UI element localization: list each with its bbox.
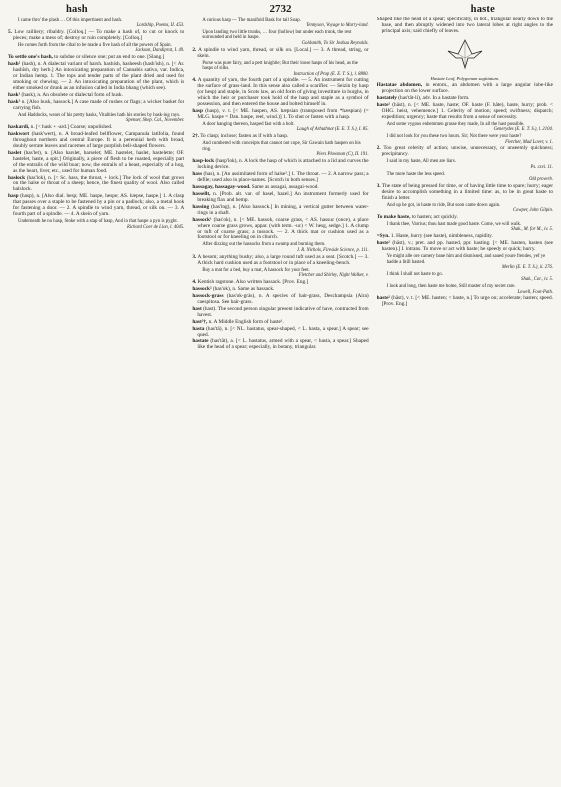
quotation-text: A curious hasp — The manifold Bask for tail Soap.: [202, 17, 301, 23]
entry-headword: To make haste,: [376, 213, 411, 220]
quotation: [202, 122, 368, 133]
quotation: [387, 122, 553, 133]
entry-headword: 3.: [192, 253, 197, 260]
entry-headword: 3.: [376, 182, 381, 189]
page-number: 2732: [269, 3, 292, 15]
quotation-text: I thank thee, Varrius; thou hast made good haste. Come, we will walk.: [386, 221, 522, 227]
quotation-citation: Piers Plowman (C), II. 191.: [316, 152, 369, 158]
entry-definition: Too great celerity of action; unwise, unnecessary, or unseemly quickness; precipitancy.: [381, 145, 553, 158]
entry-definition: 1. Haste, hurry (see haste), nimbleness, rapidity.: [390, 233, 493, 240]
quotation-citation: Jackson, Dandiprat, I. 49.: [135, 48, 185, 54]
dictionary-entry: [192, 307, 368, 319]
entry-definition: n. [< hask + -ard.] Coarse; unpolished.: [30, 123, 113, 130]
quotation-text: I look and long, then haste me home, Still master of my secret rare.: [386, 284, 516, 290]
hastate-leaf-illustration: [377, 37, 553, 74]
entry-definition: n. [Prob. alt. var. of hasel, hazel.] An instrument formerly used for breaking flax and hemp.: [197, 190, 369, 203]
quotation-text: Purse was pure fairy, and a pert knightie; But their loose hasps of his head, as the hasps of silks.: [202, 60, 358, 71]
quotation: [202, 61, 368, 77]
quotation: [202, 141, 368, 157]
entry-headword: hastate: [192, 338, 209, 345]
entry-definition: to subdue or silence one; put an end to one. [Slang.]: [54, 54, 165, 60]
entry-headword: hast²†,: [192, 318, 208, 325]
quotation-text: A door hanging thereon, hasped fast with a bolt.: [202, 121, 295, 127]
quotation-text: I did not look for you these two hours. Sir; Not there were your haste?: [386, 134, 522, 140]
quotation: [387, 254, 553, 270]
entry-definition: (has'lok), n. [< Sc. hass, the throat, + lock.] The lock of wool that grows on the halse or throat of a sheep; hence, the finest quality of wool. Also called halslock.: [13, 174, 185, 193]
quotation-text: Buy a mat for a bed, buy a mat, A hassock for your feet.: [202, 267, 310, 273]
quotation: [202, 268, 368, 279]
entry-headword: hassagay, hassagay-wood.: [192, 183, 251, 190]
entry-definition: (hash), n. A dialectal variant of harsh. hashish, hasheesh (hash'ish), n. [< Ar. hashîsh, dry herb.] An intoxicating preparation of Cannabis sativa, var. Indica, or Indian hemp. 1. The tops and tender parts of the plant dried and used for smoking or chewing. — 2. An intoxicating preparation of the plant, which is either smoked or drunk as an infusion called in India bhang (which see).: [13, 60, 185, 91]
entry-headword: 2†.: [192, 133, 199, 140]
figure-caption: Hastate Leaf, Polygonum sagittatum.: [430, 75, 500, 81]
entry-headword: =Syn.: [376, 233, 390, 240]
entry-definition: (hasp'lok), n. A lock the hasp of which is attached to a lid and curves the locking device.: [197, 158, 369, 170]
quotation-citation: J. R. Nichols, Fireside Science, p. 111.: [296, 247, 369, 253]
quotation: [202, 30, 368, 46]
quotation: [387, 172, 553, 183]
entry-definition: (has'tāt), a. [< L. hastatus, armed with a spear, < hasta, a spear.] Shaped like the head of a spear; especially, in botany, triangular.: [197, 338, 369, 351]
quotation: [202, 18, 368, 29]
entry-headword: haslock: [8, 174, 26, 181]
dictionary-entry: [377, 215, 553, 221]
entry-headword: hash²: [8, 60, 21, 67]
dictionary-entry: [377, 17, 553, 35]
dictionary-entry: [192, 172, 368, 184]
quotation-text: Upon landing two little trunks, … four (hollow) but under each trunk, the rest surrounded and held in haspe.: [202, 29, 352, 41]
column-right: [377, 17, 553, 783]
entry-headword: hask²: [8, 98, 21, 105]
entry-definition: (has'tāt-li), adv. In a hastate form.: [398, 94, 470, 101]
entry-definition: (has'tä), n. [< NL. hastatus, spear-shaped, < L. hasta, a spear.] A spear; see qued.: [197, 325, 369, 338]
quotation-text: I said in my haste, All men are liars.: [386, 159, 456, 165]
quotation-text: And cumbered with conceipts that cannot not cope, Sir Gawain hath haspen on his ring.: [202, 141, 361, 152]
dictionary-entry: [8, 151, 184, 175]
entry-headword: hasp: [8, 193, 19, 200]
dictionary-entry: [8, 194, 184, 218]
quotation: [18, 18, 184, 29]
entry-definition: (has'ok-gràs), n. A species of hair-grass, Deschampsia (Aira) caespitosa. See hair-grass.: [197, 292, 369, 305]
entry-headword: haste¹: [376, 240, 391, 247]
quotation-text: And up he got, in haste to ride, But soon came down again.: [386, 202, 501, 208]
dictionary-entry: [192, 78, 368, 108]
dictionary-entry: [8, 30, 184, 42]
entry-headword: haste²: [376, 295, 391, 302]
quotation-citation: Laugh of Arbuthnot (E. E. T. S.), I. 85.: [296, 127, 369, 133]
entry-definition: (has'ok), n. [< ME. hassok, coarse grass, < AS. hassuc (once), a place where coarse grass grows, appar. (with term. -uc) < W. hesg, sedge.] 1. A clump or tuft of coarse grass; a tussock. — 2. A thick mat or cushion used as a footstool or for kneeling on in church.: [197, 216, 369, 241]
dictionary-entry: [377, 146, 553, 158]
entry-definition: (hasp), v. t. [< ME. haspen, AS. hæpsian (transposed from *hæspian) (= MLG. haspe = Dan. haspe, reel, wind.)] 1. To shut or fasten with a hasp.: [197, 108, 369, 121]
entry-headword: haslet: [8, 149, 22, 156]
entry-definition: The state of being pressed for time, or of having little time to spare; hurry; eager desire to accomplish something in a limited time: as, to be in great haste to finish a letter.: [381, 182, 553, 201]
column-middle: [192, 17, 368, 783]
entry-definition: (hāst), n. [< ME. haste, haste; OF. haste (F. hâte), haste, hurry; prob. < OHG. heist, vehemence.] 1. Celerity of motion; speed; swiftness; dispatch; expedition; urgency; haste that results from a sense of necessity.: [381, 101, 553, 120]
entry-headword: To settle one's hash,: [8, 54, 53, 60]
entry-definition: A spindle to wind yarn, thread, or silk on. [Local.] — 3. A thread, string, or skein.: [197, 46, 369, 59]
quotation-citation: Ps. cxvi. 11.: [530, 164, 553, 170]
entry-definition: (hask'wert), n. A broad-leafed bellflower, Campanula latifolia, found throughout northern and central Europe. It is a perennial herb with broad, doubly serrate leaves and racemes of large purplish bell-shaped flowers.: [13, 130, 185, 149]
dictionary-entry: [192, 218, 368, 242]
entry-headword: hastately: [376, 94, 397, 101]
entry-definition: A quantity of yarn, the fourth part of a spindle. — 5. An instrument for cutting the surface of grass-land. In this sense also called a scarifier. — Seizin by hasp (or hesp) and staple, in Scots law, an old form of giving investiture in burghs, in which the heir or purchaser took hold of the hasp and staple as a symbol of possession, and then entered the house and bolted himself in.: [197, 77, 369, 108]
entry-definition: Kentish ragstone. Also written hassack. [Prov. Eng.]: [197, 278, 309, 285]
quotation: [387, 284, 553, 295]
entry-definition: (hasp), n. [Also dial. hesp; ME. haspe, hespe; AS. hæpse, haspe.] 1. A clasp that passes over a staple to be fastened by a pin or a padlock; also, a metal hook for fastening a door. — 2. A spindle to wind yarn, thread, or silk on. — 3. A fourth part of a spindle. — 4. A skein of yarn.: [13, 193, 185, 218]
entry-headword: hast: [192, 305, 202, 312]
dictionary-entry: [192, 109, 368, 121]
quotation-citation: Lordship, Poems, II. 453.: [136, 23, 185, 28]
column-left: [8, 17, 184, 783]
entry-definition: (has'ok), n. Same as hassack.: [212, 285, 275, 292]
quotation-citation: Goldsmith, To Sir Joshua Reynolds.: [301, 40, 369, 46]
entry-headword: hassing: [192, 203, 210, 210]
entry-headword: hass: [192, 170, 203, 177]
dictionary-entry: [8, 132, 184, 150]
dictionary-entry: [192, 255, 368, 267]
leaf-icon: [445, 37, 485, 71]
dictionary-entry: [377, 83, 553, 95]
quotation-text: Underneath he no hasp, Stoke with a stap of hasp, And in that haspe a pyn is pyght.: [18, 219, 178, 225]
quotation-citation: Merlin (E. E. T. S.), ii. 276.: [501, 265, 553, 271]
entry-headword: hassock¹: [192, 216, 212, 223]
entry-headword: hassock²: [192, 285, 212, 292]
entry-definition: (hāst), v.; pret. and pp. hasted, ppr. hasting. [< ME. hasten, hasten (see hasten).] I. intrans. To move or act with haste; be speedy or quick; hurry.: [381, 240, 553, 253]
quotation-text: He comes forth from the cibal to be made a five hash of all the powers of Spain.: [18, 42, 172, 48]
entry-definition: Same as assagai, assagai-wood.: [251, 183, 319, 190]
entry-headword: 5.: [8, 28, 12, 35]
entry-headword: hasta: [192, 325, 205, 332]
entry-headword: hasp-lock: [192, 158, 215, 165]
quotation-citation: Fletcher, Mad Lover, v. 1.: [505, 139, 553, 145]
quotation-text: And Haddocks, wears of his pretty hasks, Vitalities hath his stories by bask-ing rays.: [18, 112, 181, 118]
entry-headword: haskwort: [8, 130, 30, 137]
quotation: [387, 134, 553, 145]
dictionary-entry: [377, 296, 553, 308]
entry-definition: (hast). The second person singular present indicative of have, contracted from havest.: [197, 305, 369, 318]
page-header: [8, 3, 553, 17]
dictionary-entry: [192, 327, 368, 339]
quotation: [18, 43, 184, 54]
entry-headword: 2.: [192, 46, 197, 53]
entry-headword: hassellt,: [192, 190, 211, 197]
entry-definition: (has), n. [An assimilated form of halse².] 1. The throat. — 2. A narrow pass; a defile; used also in place-names. [Scotch in both senses.]: [197, 170, 369, 183]
quotation-citation: Instruction of Prop (E. E. T. S.), l. 8800.: [293, 71, 369, 77]
quotation-citation: Shak., Cor., iv. 5.: [521, 277, 553, 283]
entry-definition: (has'ing), n. [Also hassock.] In mining, a vertical gutter between water-rings in a shaft.: [197, 203, 369, 216]
quotation-citation: Cowper, John Gilpin.: [512, 208, 553, 214]
quotation-citation: Generydes (E. E. T. S.), l. 2104.: [493, 127, 553, 133]
quotation-citation: Spenser, Shep. Cal., November.: [126, 118, 185, 124]
dictionary-entry: [192, 159, 368, 171]
quotation-text: I think I shall not haste to go.: [386, 271, 443, 277]
entry-definition: Shaped like the head of a spear; specifically, in bot., triangular nearly down to the base, and then abruptly widened into two lateral lobes at right angles to the principal axis; said chiefly of leaves.: [376, 17, 553, 34]
quotation: [202, 242, 368, 253]
columns: [8, 17, 553, 783]
quotation-text: And some vygous enbemmen grasse they made, In all the hast possible.: [386, 121, 525, 127]
quotation: [18, 113, 184, 124]
quotation-text: Ye might alle ore camery bane him and dismissed, and saued youre frendes, yef ye hadde a litill hasted.: [386, 254, 546, 265]
quotation-citation: Shak., M. for M., iv. 5.: [511, 227, 553, 233]
entry-definition: n. A Middle English form of haste¹.: [208, 318, 284, 325]
entry-headword: Hastatae abdomen,: [376, 82, 423, 89]
dictionary-entry: [8, 176, 184, 194]
entry-headword: haskardi,: [8, 123, 30, 130]
quotation-citation: Richard Coer de Lion, l. 4045.: [126, 224, 185, 230]
dictionary-entry: [377, 184, 553, 202]
entry-definition: (hask), n. An obsolete or dialectal form of husk.: [21, 91, 123, 98]
entry-headword: haste¹: [376, 101, 391, 108]
dictionary-entry: [377, 241, 553, 253]
dictionary-entry: [192, 294, 368, 306]
entry-definition: in entom., an abdomen with a large angular lobe-like projection on the lower surface.: [381, 82, 553, 94]
entry-headword: hasp: [192, 108, 203, 115]
quotation-citation: Old proverb.: [528, 177, 553, 183]
quotation: [387, 203, 553, 214]
quotation-text: The more haste the less speed.: [386, 171, 445, 177]
entry-definition: A besom; anything bushy; also, a large round tuft used as a seat. [Scotch.] — 3. A thick hard cushion used as a footstool or in place of a kneeling-bench.: [197, 253, 369, 266]
entry-headword: hask¹: [8, 91, 21, 98]
quotation-citation: Fletcher and Shirley, Night Walker, v.: [298, 273, 369, 279]
entry-definition: To clasp; inclose; fasten as if with a hasp.: [200, 133, 289, 140]
quotation: [387, 222, 553, 233]
quotation-text: I came thro' the plash … Of this impertinent and hash.: [18, 17, 123, 23]
quotation: [387, 272, 553, 283]
left-guide-word: hash: [66, 4, 88, 15]
dictionary-entry: [192, 339, 368, 351]
entry-definition: to hasten; act quickly.: [411, 213, 458, 220]
dictionary-entry: [192, 48, 368, 60]
entry-definition: (has'let), n. [Also harslet, harselet; ME. hastelet, haslet, hastelette; OF. hastelet, haste, a spit.] Originally, a piece of flesh to be roasted, especially part of the entrails of the wild boar; now, the entrails of a beast, especially of a hog, as the heart, liver, etc., used for human food.: [13, 149, 185, 174]
dictionary-entry: [8, 62, 184, 92]
quotation-text: After dizzing out the hassocks from a swamp and burning them.: [202, 242, 326, 248]
entry-headword: hassock-grass: [192, 292, 224, 299]
quotation-citation: Tennyson, Voyage to Marry-land.: [306, 23, 369, 28]
dictionary-entry: [8, 100, 184, 112]
right-guide-word: haste: [470, 4, 495, 15]
entry-headword: 2.: [376, 145, 381, 152]
quotation: [387, 159, 553, 170]
entry-definition: n. [Also husk, hassock.] A case made of rushes or flags; a wicker basket for carrying fish.: [13, 98, 185, 111]
dictionary-entry: [192, 134, 368, 140]
dictionary-entry: [192, 192, 368, 204]
entry-definition: (hāst), v. t. [< ME. hasten; < haste, n.] To urge on; accelerate; hasten; speed. [Prov. Eng.]: [381, 295, 553, 308]
entry-headword: 4.: [192, 278, 197, 285]
entry-definition: Low railliery; ribaldry. [Colloq.] — To make a hash of, to cut or knock to pieces; make a mess of; destroy or ruin completely. [Colloq.]: [13, 28, 185, 41]
dictionary-entry: [377, 103, 553, 121]
quotation: [18, 219, 184, 230]
entry-headword: 4.: [192, 77, 197, 84]
quotation-citation: Lowell, Foot-Path.: [517, 289, 553, 295]
dictionary-entry: [192, 205, 368, 217]
